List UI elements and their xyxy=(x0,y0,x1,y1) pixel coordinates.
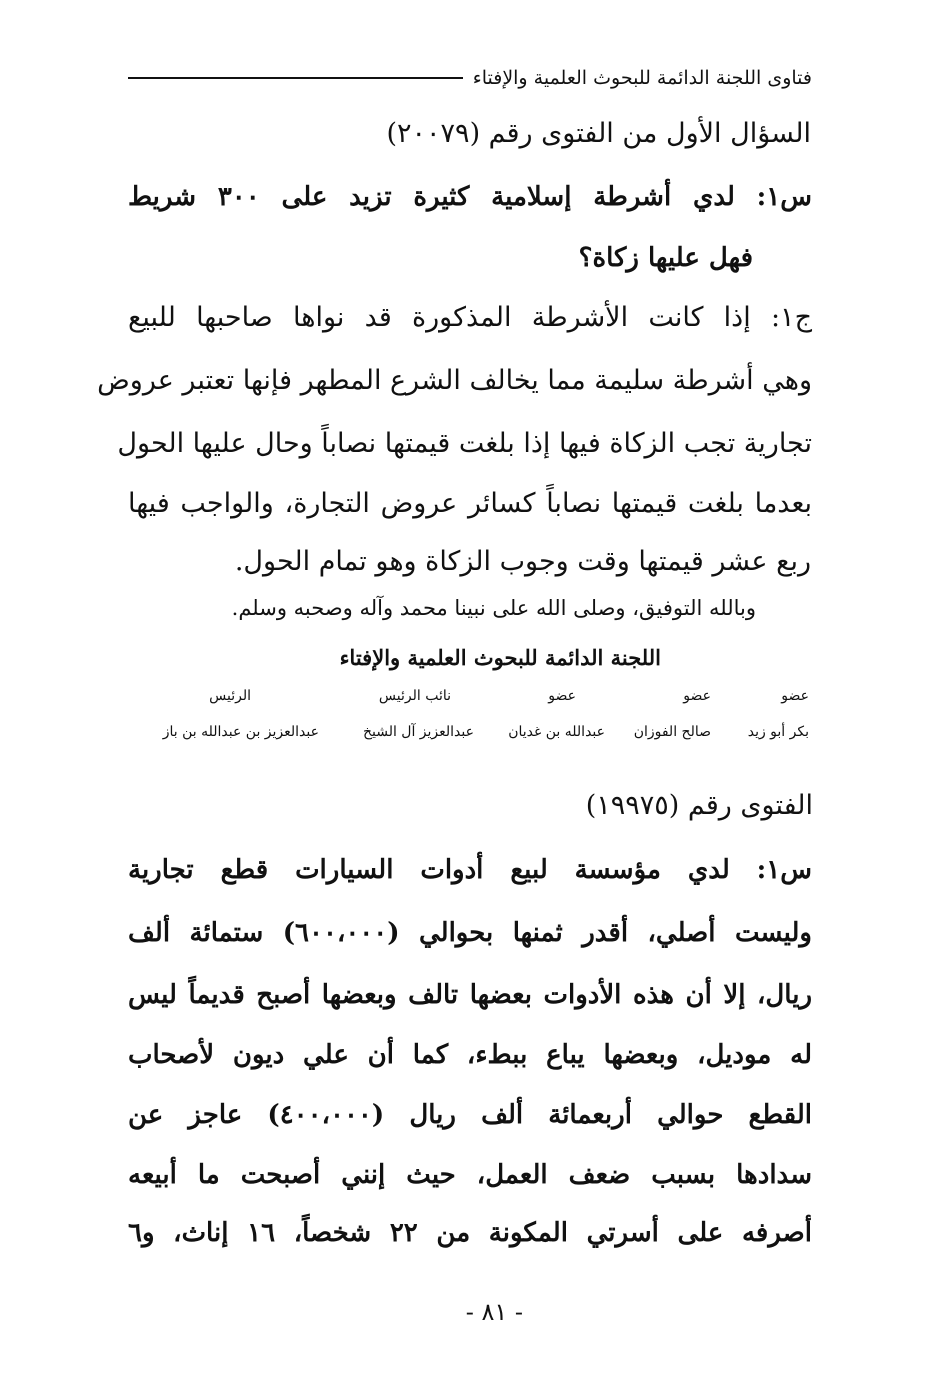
fatwa2-question-line: ريال، إلا أن هذه الأدوات بعضها تالف وبعضها أصبح قديماً ليس xyxy=(128,980,812,1010)
fatwa2-question-line: أصرفه على أسرتي المكونة من ٢٢ شخصاً، ١٦ إناث، و٦ xyxy=(128,1218,812,1248)
fatwa2-heading: الفتوى رقم (١٩٩٧٥) xyxy=(585,790,813,821)
closing-prayer: وبالله التوفيق، وصلى الله على نبينا محمد وآله وصحبه وسلم. xyxy=(231,596,756,620)
committee-name: اللجنة الدائمة للبحوث العلمية والإفتاء xyxy=(339,645,661,670)
running-header xyxy=(128,60,812,96)
signatory-name: صالح الفوزان xyxy=(633,724,711,740)
fatwa1-heading: السؤال الأول من الفتوى رقم (٢٠٠٧٩) xyxy=(386,118,811,149)
signatory-name: عبدالعزيز آل الشيخ xyxy=(362,724,474,740)
fatwa1-answer-line: تجارية تجب الزكاة فيها إذا بلغت قيمتها نصاباً وحال عليها الحول xyxy=(117,428,812,459)
signatory-name: عبدالله بن غديان xyxy=(508,724,605,740)
fatwa1-answer-line: وهي أشرطة سليمة مما يخالف الشرع المطهر فإنها تعتبر عروض xyxy=(97,365,812,396)
signatory-role: عضو xyxy=(683,688,711,704)
fatwa2-question-line: وليست أصلي، أقدر ثمنها بحوالي (٦٠٠،٠٠٠) ستمائة ألف xyxy=(128,918,812,948)
signatory-role: عضو xyxy=(548,688,576,704)
signatory-role: عضو xyxy=(781,688,809,704)
signatory-name: بكر أبو زيد xyxy=(747,724,809,740)
fatwa1-answer-line: ربع عشر قيمتها وقت وجوب الزكاة وهو تمام الحول. xyxy=(234,546,811,577)
signatory-role: الرئيس xyxy=(209,688,251,704)
fatwa1-answer-line: ج١: إذا كانت الأشرطة المذكورة قد نواها صاحبها للبيع xyxy=(128,302,812,333)
page-number: - ٨١ - xyxy=(465,1298,523,1326)
fatwa2-question-line: سدادها بسبب ضعف العمل، حيث إنني أصبحت ما أبيعه xyxy=(128,1160,812,1190)
signatory-role: نائب الرئيس xyxy=(378,688,451,704)
fatwa1-question-line: س١: لدي أشرطة إسلامية كثيرة تزيد على ٣٠٠ شريط xyxy=(128,182,812,212)
header-rule xyxy=(128,77,463,79)
fatwa2-question-line: س١: لدي مؤسسة لبيع أدوات السيارات قطع تجارية xyxy=(128,855,812,885)
header-title: فتاوى اللجنة الدائمة للبحوث العلمية والإفتاء xyxy=(472,67,812,89)
fatwa1-question-line: فهل عليها زكاة؟ xyxy=(578,243,753,273)
fatwa1-answer-line: بعدما بلغت قيمتها نصاباً كسائر عروض التجارة، والواجب فيها xyxy=(128,488,812,519)
fatwa2-question-line: له موديل، وبعضها يباع ببطء، كما أن علي ديون لأصحاب xyxy=(128,1040,812,1070)
fatwa2-question-line: القطع حوالي أربعمائة ألف ريال (٤٠٠،٠٠٠) عاجز عن xyxy=(128,1100,812,1130)
signatory-name: عبدالعزيز بن عبدالله بن باز xyxy=(162,724,319,740)
